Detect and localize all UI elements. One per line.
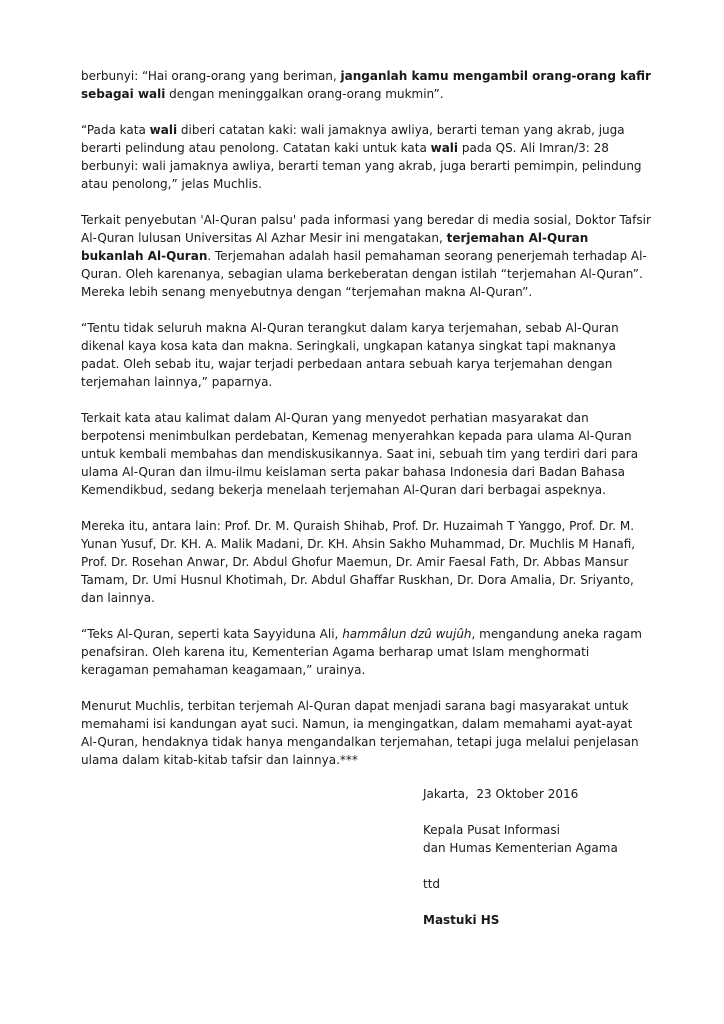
bold-text: janganlah kamu mengambil orang-orang kafir sebagai wali (81, 69, 651, 101)
paragraph-quran-palsu (81, 211, 651, 301)
paragraph-text: . Terjemahan adalah hasil pemahaman seorang penerjemah terhadap Al-Quran. Oleh karenanya, sebagian ulama berkeberatan dengan istilah “terjemahan Al-Quran”. Mereka lebih senang menyebutnya dengan “terjemahan makna Al-Quran”. (81, 249, 647, 299)
paragraph-wali-footnote (81, 121, 651, 193)
signature-ttd: ttd (423, 877, 441, 891)
paragraph-text: “Teks Al-Quran, seperti kata Sayyiduna Ali, (81, 627, 343, 641)
paragraph-text: diberi catatan kaki: wali jamaknya awliya, berarti teman yang akrab, juga berarti pelindung atau penolong. Catatan kaki untuk kata (81, 123, 625, 155)
paragraph-makna (81, 319, 651, 391)
paragraph-text: Mereka itu, antara lain: Prof. Dr. M. Quraish Shihab, Prof. Dr. Huzaimah T Yanggo, Prof. Dr. M. Yunan Yusuf, Dr. KH. A. Malik Madani, Dr. KH. Ahsin Sakho Muhammad, Dr. Muchlis M Hanafi, Prof. Dr. Rosehan Anwar, Dr. Abdul Ghofur Maemun, Dr. Amir Faesal Fath, Dr. Abbas Mansur Tamam, Dr. Umi Husnul Khotimah, Dr. Abdul Ghaffar Ruskhan, Dr. Dora Amalia, Dr. Sriyanto, dan lainnya. (81, 519, 636, 605)
paragraph-text: , mengandung aneka ragam penafsiran. Oleh karena itu, Kementerian Agama berharap umat Islam menghormati keragaman pemahaman keagamaan,” urainya. (81, 627, 642, 677)
bold-text: wali (430, 141, 459, 155)
signature-signer: Mastuki HS (423, 913, 500, 927)
paragraph-closing (81, 697, 651, 769)
paragraph-text: Terkait kata atau kalimat dalam Al-Quran yang menyedot perhatian masyarakat dan berpotensi menimbulkan perdebatan, Kemenag menyerahkan kepada para ulama Al-Quran untuk kembali membahas dan mendiskusikannya. Saat ini, sebuah tim yang terdiri dari para ulama Al-Quran dan ilmu-ilmu keislaman serta pakar bahasa Indonesia dari Badan Bahasa Kemendikbud, sedang bekerja menelaah terjemahan Al-Quran dari berbagai aspeknya. (81, 411, 639, 497)
paragraph-text: pada QS. Ali Imran/3: 28 berbunyi: wali jamaknya awliya, berarti teman yang akrab, juga berarti pemimpin, pelindung atau penolong,” jelas Muchlis. (81, 141, 642, 191)
document-body (81, 67, 651, 787)
paragraph-text: “Pada kata (81, 123, 150, 137)
paragraph-quote-verse (81, 67, 651, 103)
signature-position-line-2: dan Humas Kementerian Agama (423, 841, 618, 855)
paragraph-text: dengan meninggalkan orang-orang mukmin”. (165, 87, 444, 101)
paragraph-text: Terkait penyebutan 'Al-Quran palsu' pada informasi yang beredar di media sosial, Doktor Tafsir Al-Quran lulusan Universitas Al Azhar Mesir ini mengatakan, (81, 213, 651, 245)
signature-block (423, 785, 683, 929)
paragraph-text: Menurut Muchlis, terbitan terjemah Al-Quran dapat menjadi sarana bagi masyarakat untuk memahami isi kandungan ayat suci. Namun, ia mengingatkan, dalam memahami ayat-ayat Al-Quran, hendaknya tidak hanya mengandalkan terjemahan, tetapi juga melalui penjelasan ulama dalam kitab-kitab tafsir dan lainnya.*** (81, 699, 639, 767)
signature-place-date: Jakarta, 23 Oktober 2016 (423, 787, 579, 801)
paragraph-text: berbunyi: “Hai orang-orang yang beriman, (81, 69, 341, 83)
italic-text: hammâlun dzû wujûh (342, 627, 472, 641)
paragraph-teks-quran (81, 625, 651, 679)
paragraph-team-members (81, 517, 651, 607)
bold-text: terjemahan Al-Quran bukanlah Al-Quran (81, 231, 589, 263)
signature-position-line-1: Kepala Pusat Informasi (423, 823, 560, 837)
paragraph-kemenag (81, 409, 651, 499)
paragraph-text: “Tentu tidak seluruh makna Al-Quran terangkut dalam karya terjemahan, sebab Al-Quran dikenal kaya kosa kata dan makna. Seringkali, ungkapan katanya singkat tapi maknanya padat. Oleh sebab itu, wajar terjadi perbedaan antara sebuah karya terjemahan dengan terjemahan lainnya,” paparnya. (81, 321, 619, 389)
bold-text: wali (149, 123, 178, 137)
